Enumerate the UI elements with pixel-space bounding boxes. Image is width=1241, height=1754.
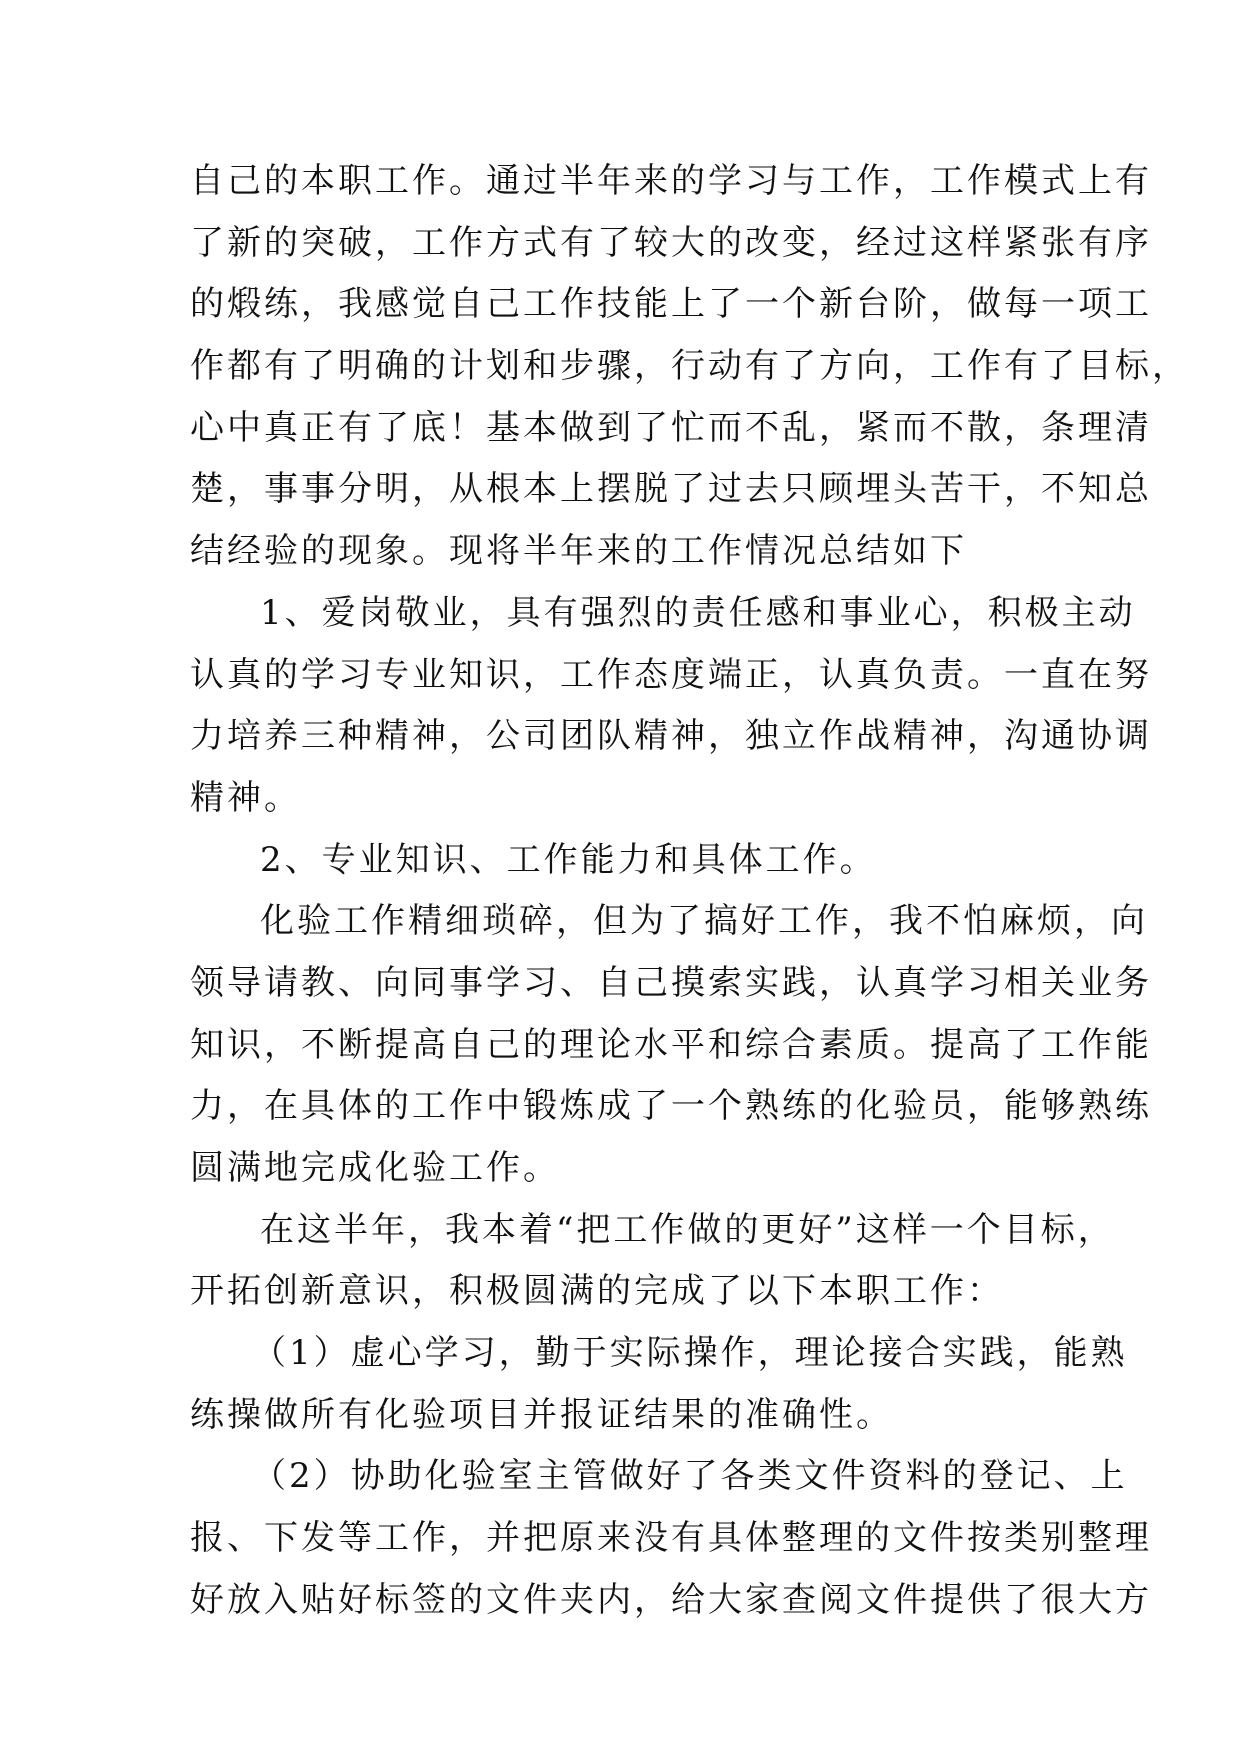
text-line: 认真的学习专业知识，工作态度端正，认真负责。一直在努 [190,654,1152,695]
text-line: 的煅练，我感觉自己工作技能上了一个新台阶，做每一项工 [190,284,1152,325]
text-line: 结经验的现象。现将半年来的工作情况总结如下 [190,531,967,572]
text-line: 化验工作精细琐碎，但为了搞好工作，我不怕麻烦，向 [260,901,1148,942]
text-line: （2）协助化验室主管做好了各类文件资料的登记、上 [252,1456,1128,1497]
text-line: 作都有了明确的计划和步骤，行动有了方向，工作有了目标， [190,346,1189,387]
text-line: 了新的突破，工作方式有了较大的改变，经过这样紧张有序 [190,222,1152,263]
text-line: （1）虚心学习，勤于实际操作，理论接合实践，能熟 [252,1333,1128,1374]
text-line: 圆满地完成化验工作。 [190,1148,560,1188]
text-line: 知识，不断提高自己的理论水平和综合素质。提高了工作能 [190,1024,1152,1065]
text-line: 2、专业知识、工作能力和具体工作。 [260,839,877,880]
text-line: 楚，事事分明，从根本上摆脱了过去只顾埋头苦干，不知总 [190,469,1152,510]
text-line: 力，在具体的工作中锻炼成了一个熟练的化验员，能够熟练 [190,1086,1152,1127]
text-line: 心中真正有了底！基本做到了忙而不乱，紧而不散，条理清 [190,407,1152,448]
text-line: 精神。 [190,777,301,818]
text-line: 1、爱岗敬业，具有强烈的责任感和事业心，积极主动 [260,592,1136,633]
text-line: 报、下发等工作，并把原来没有具体整理的文件按类别整理 [190,1518,1152,1559]
text-line: 开拓创新意识，积极圆满的完成了以下本职工作： [190,1271,1004,1312]
text-line: 力培养三种精神，公司团队精神，独立作战精神，沟通协调 [190,716,1152,757]
text-line: 自己的本职工作。通过半年来的学习与工作，工作模式上有 [190,161,1152,201]
text-line: 领导请教、向同事学习、自己摸索实践，认真学习相关业务 [190,962,1152,1003]
text-line: 在这半年，我本着“把工作做的更好”这样一个目标， [260,1209,1115,1250]
document-body [190,151,1189,1632]
text-line: 练操做所有化验项目并报证结果的准确性。 [190,1394,893,1435]
text-line: 好放入贴好标签的文件夹内，给大家查阅文件提供了很大方 [190,1579,1152,1620]
